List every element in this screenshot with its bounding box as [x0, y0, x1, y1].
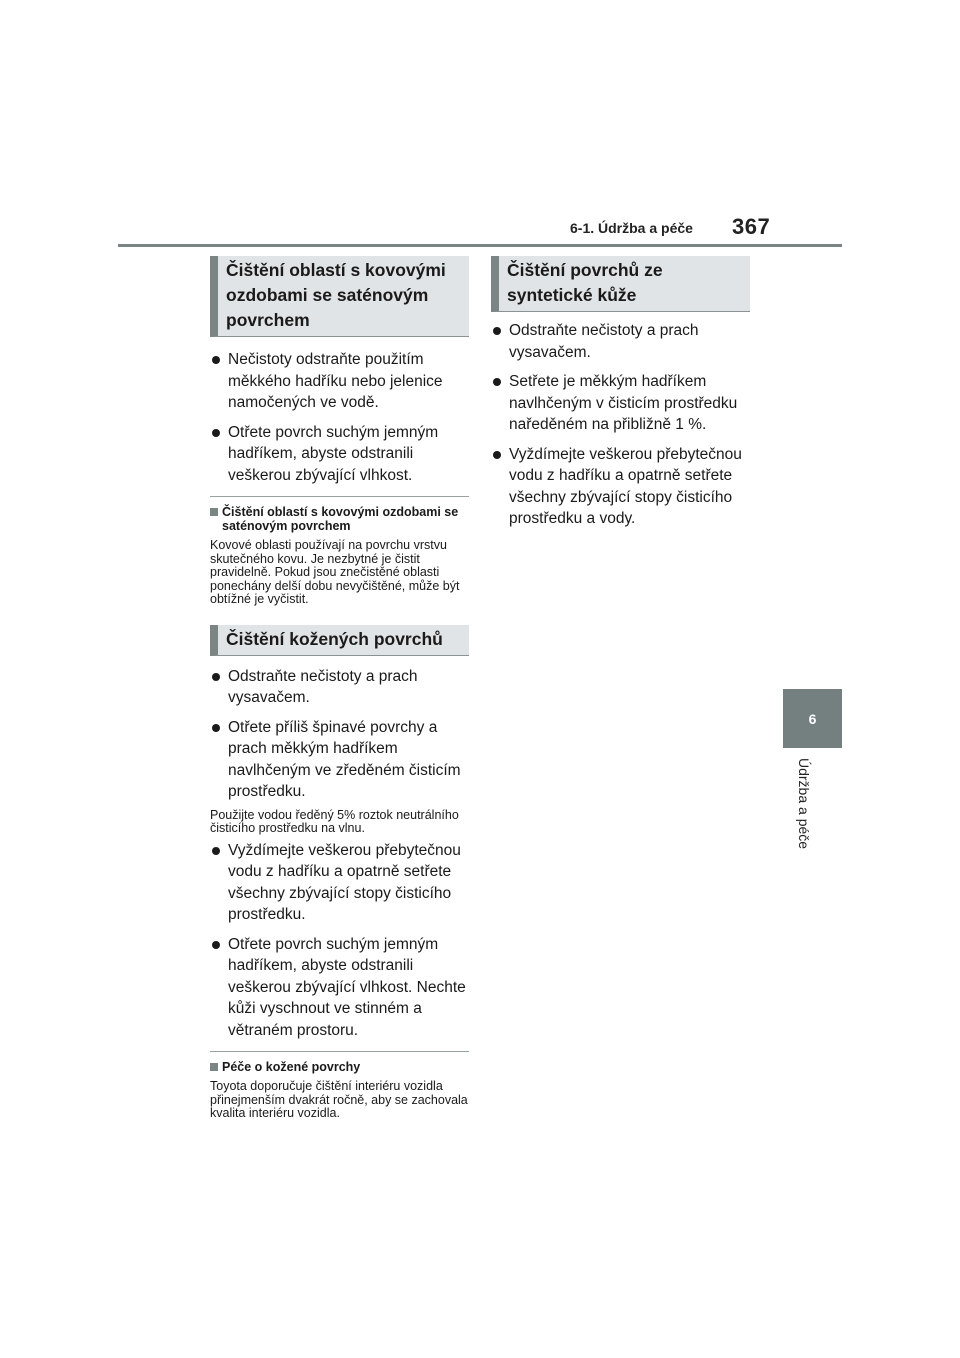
section-title: 6-1. Údržba a péče [570, 220, 693, 236]
note-text-leather-care: Toyota doporučuje čištění interiéru vozidla přinejmenším dvakrát ročně, aby se zachovala kvalita interiéru vozidla. [210, 1079, 468, 1120]
chapter-tab[interactable]: 6 [783, 689, 842, 748]
page-number: 367 [732, 214, 771, 239]
left-column [210, 256, 469, 1121]
bullet-list-satin [210, 349, 469, 486]
heading-synthetic-leather: Čištění povrchů ze syntetické kůže [491, 256, 750, 312]
heading-satin-metal: Čištění oblastí s kovovými ozdobami se saténovým povrchem [210, 256, 469, 337]
list-item: Odstraňte nečistoty a prach vysavačem. [491, 320, 750, 363]
note-title-leather-care: Péče o kožené povrchy [210, 1060, 469, 1074]
list-item: Otřete povrch suchým jemným hadříkem, abyste odstranili veškerou zbývající vlhkost. Nechte kůži vyschnout ve stinném a větraném prostoru. [210, 934, 469, 1042]
divider [210, 1051, 469, 1052]
list-item: Odstraňte nečistoty a prach vysavačem. [210, 666, 469, 709]
bullet-list-leather [210, 666, 469, 803]
bullet-list-leather-2 [210, 840, 469, 1042]
dilution-note: Použijte vodou ředěný 5% roztok neutrálního čisticího prostředku na vlnu. [210, 807, 459, 835]
divider [210, 496, 469, 497]
list-item: Otřete povrch suchým jemným hadříkem, abyste odstranili veškerou zbývající vlhkost. [210, 422, 469, 487]
chapter-label: Údržba a péče [796, 758, 812, 850]
list-item: Vyždímejte veškerou přebytečnou vodu z hadříku a opatrně setřete všechny zbývající stopy čisticího prostředku a vody. [491, 444, 750, 530]
list-item: Otřete příliš špinavé povrchy a prach měkkým hadříkem navlhčeným ve zředěném čisticím prostředku. [210, 717, 469, 803]
list-item: Nečistoty odstraňte použitím měkkého hadříku nebo jelenice namočených ve vodě. [210, 349, 469, 414]
note-text-satin: Kovové oblasti používají na povrchu vrstvu skutečného kovu. Je nezbytné je čistit pravidelně. Pokud jsou znečistěné oblasti ponechány delší dobu nevyčištěné, může být obtížné je vyčistit. [210, 538, 460, 606]
bullet-list-synthetic [491, 320, 750, 530]
right-column [491, 256, 750, 538]
header-rule [118, 244, 842, 247]
list-item: Setřete je měkkým hadříkem navlhčeným v čisticím prostředku naředěném na přibližně 1 %. [491, 371, 750, 436]
heading-leather: Čištění kožených povrchů [210, 625, 469, 656]
list-item: Vyždímejte veškerou přebytečnou vodu z hadříku a opatrně setřete všechny zbývající stopy čisticího prostředku. [210, 840, 469, 926]
note-title-satin: Čištění oblastí s kovovými ozdobami se saténovým povrchem [210, 505, 469, 533]
